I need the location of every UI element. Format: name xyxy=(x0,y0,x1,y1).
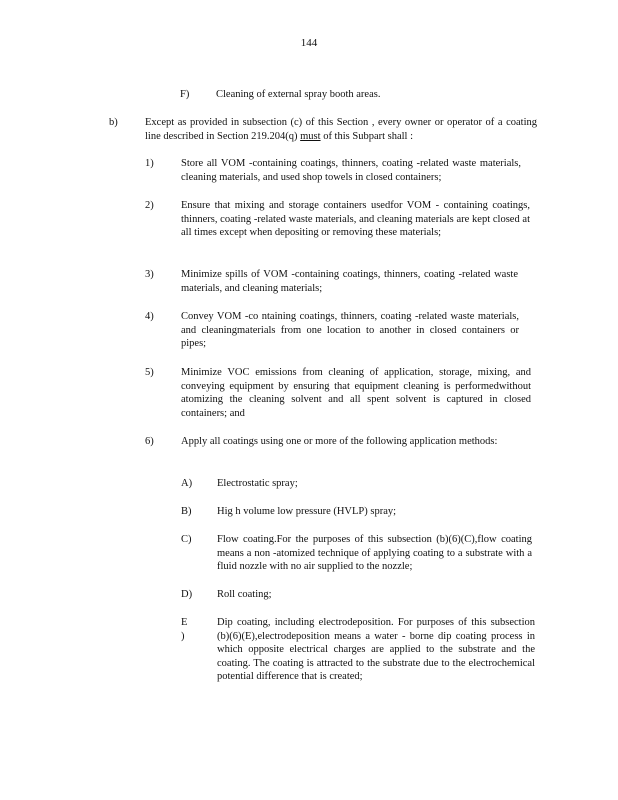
item-text: Electrostatic spray; xyxy=(217,478,298,489)
item-label: 4) xyxy=(145,311,154,322)
item-text: Dip coating, including electrodeposition. For purposes of this subsection (b)(6)(E),electrodeposition means a water - borne dip coating process in which opposite electrical charges are applied to the substrate and the coating. The coating is attracted to the substrate due to the electrochemical potential difference that is created; xyxy=(217,617,535,682)
item-label: 2) xyxy=(145,200,154,211)
paragraph-text xyxy=(145,116,537,143)
item-label: 3) xyxy=(145,269,154,280)
item-label: 6) xyxy=(145,436,154,447)
item-label: 5) xyxy=(145,367,154,378)
item-text: Minimize spills of VOM -containing coatings, thinners, coating -related waste materials, and cleaning materials; xyxy=(181,269,518,294)
item-text: Roll coating; xyxy=(217,589,272,600)
item-text: Ensure that mixing and storage containers usedfor VOM - containing coatings, thinners, coating -related waste materials, and cleaning materials are kept closed at all times except when depositing or removing these materials; xyxy=(181,200,530,238)
item-text: Store all VOM -containing coatings, thinners, coating -related waste materials, cleaning materials, and used shop towels in closed containers; xyxy=(181,158,521,183)
underlined-word: must xyxy=(300,130,321,142)
item-text: Minimize VOC emissions from cleaning of application, storage, mixing, and conveying equipment by ensuring that equipment cleaning is performedwithout atomizing the cleaning solvent and all spent solvent is captured in closed containers; and xyxy=(181,367,531,419)
item-text: Cleaning of external spray booth areas. xyxy=(216,89,381,100)
paragraph-text-part: of this Subpart shall : xyxy=(320,130,414,142)
item-text: Hig h volume low pressure (HVLP) spray; xyxy=(217,506,397,517)
item-label: 1) xyxy=(145,158,154,169)
page-number: 144 xyxy=(300,37,318,49)
item-label: A) xyxy=(181,478,193,489)
item-label: B) xyxy=(181,506,192,517)
item-label: F) xyxy=(180,89,190,100)
item-text: Apply all coatings using one or more of the following application methods: xyxy=(181,436,498,447)
item-label: C) xyxy=(181,534,192,545)
item-text: Flow coating.For the purposes of this subsection (b)(6)(C),flow coating means a non -atomized technique of applying coating to a substrate with a fluid nozzle with no air supplied to the nozzle; xyxy=(217,534,532,572)
item-label: E ) xyxy=(181,617,188,642)
paragraph-text-part: Except as provided in subsection (c) of this Section , every owner or operator of a coating line described in Section 219.204(q) xyxy=(145,117,537,142)
item-label: D) xyxy=(181,589,193,600)
paragraph-label: b) xyxy=(109,117,118,128)
item-text: Convey VOM -co ntaining coatings, thinners, coating -related waste materials, and cleaningmaterials from one location to another in closed containers or pipes; xyxy=(181,311,519,349)
